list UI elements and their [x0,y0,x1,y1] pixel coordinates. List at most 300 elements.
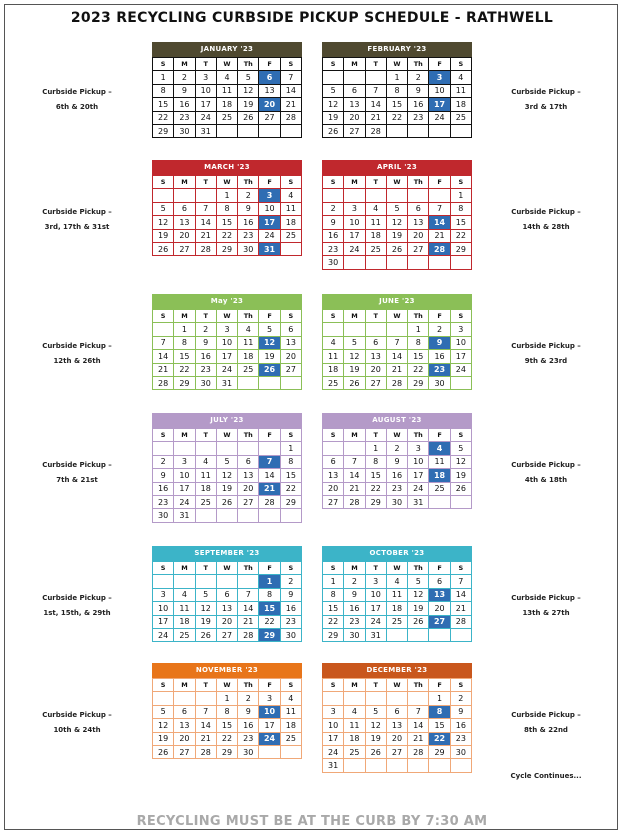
day-cell: 15 [280,469,301,482]
month-header: APRIL '23 [322,160,472,175]
weekday-label: F [429,58,450,71]
day-cell: 15 [216,719,237,732]
pickup-note [481,205,611,235]
day-cell: 25 [174,628,195,641]
day-cell: 28 [450,615,471,628]
empty-day-cell [280,509,301,522]
day-cell: 10 [450,336,471,349]
month-calendar [322,546,472,642]
weekday-label: M [344,176,365,189]
day-cell: 15 [450,216,471,229]
day-cell: 2 [238,189,259,202]
day-cell: 1 [153,71,174,84]
month-calendar [322,42,472,138]
day-cell: 5 [386,202,407,215]
pickup-day-cell: 17 [259,216,280,229]
month-calendar [322,160,472,270]
pickup-label: Curbside Pickup – [511,208,581,216]
empty-day-cell [153,692,174,705]
weekday-label: W [386,310,407,323]
weekday-label: F [429,562,450,575]
day-cell: 3 [259,692,280,705]
weekday-label: S [280,562,301,575]
empty-day-cell [365,759,386,772]
day-cell: 28 [386,376,407,389]
day-cell: 23 [153,495,174,508]
weekday-label: M [344,58,365,71]
empty-day-cell [259,745,280,758]
weekday-label: S [450,176,471,189]
pickup-day-cell: 10 [259,705,280,718]
day-cell: 4 [323,336,344,349]
pickup-label: Curbside Pickup – [511,594,581,602]
day-cell: 25 [280,732,301,745]
day-cell: 14 [365,98,386,111]
day-cell: 11 [450,84,471,97]
weekday-label: T [195,429,216,442]
day-cell: 27 [365,376,386,389]
day-cell: 2 [280,575,301,588]
weekday-label: S [280,429,301,442]
weekday-label: F [259,562,280,575]
day-cell: 22 [153,111,174,124]
day-cell: 23 [174,111,195,124]
day-cell: 14 [408,719,429,732]
empty-day-cell [323,442,344,455]
day-cell: 3 [153,588,174,601]
weekday-label: Th [408,58,429,71]
day-cell: 21 [344,482,365,495]
weekday-label: S [323,176,344,189]
day-cell: 17 [174,482,195,495]
day-cell: 2 [408,71,429,84]
day-cell: 30 [429,376,450,389]
pickup-day-cell: 12 [259,336,280,349]
day-cell: 20 [386,732,407,745]
weekday-label: T [195,562,216,575]
day-cell: 18 [365,229,386,242]
day-cell: 16 [238,719,259,732]
day-cell: 20 [429,602,450,615]
day-cell: 24 [365,615,386,628]
day-cell: 1 [408,323,429,336]
empty-day-cell [429,495,450,508]
day-cell: 16 [408,98,429,111]
day-cell: 23 [344,615,365,628]
pickup-day-cell: 4 [429,442,450,455]
weekday-label: F [259,58,280,71]
empty-day-cell [365,71,386,84]
day-cell: 22 [216,732,237,745]
month-header: AUGUST '23 [322,413,472,428]
day-cell: 6 [174,202,195,215]
day-cell: 22 [174,363,195,376]
day-cell: 21 [365,111,386,124]
day-cell: 22 [216,229,237,242]
day-cell: 5 [259,323,280,336]
day-cell: 10 [259,202,280,215]
day-cell: 8 [450,202,471,215]
day-cell: 17 [408,469,429,482]
weekday-label: S [153,562,174,575]
day-cell: 16 [174,98,195,111]
day-cell: 13 [174,216,195,229]
day-cell: 5 [408,575,429,588]
empty-day-cell [280,242,301,255]
day-cell: 19 [365,732,386,745]
day-cell: 5 [238,71,259,84]
pickup-day-cell: 21 [259,482,280,495]
day-cell: 23 [280,615,301,628]
weekday-label: T [365,562,386,575]
day-cell: 6 [429,575,450,588]
pickup-day-cell: 27 [429,615,450,628]
day-cell: 13 [238,469,259,482]
weekday-label: F [429,176,450,189]
month-days-table [322,561,472,642]
day-cell: 10 [174,469,195,482]
day-cell: 21 [195,229,216,242]
weekday-label: S [280,176,301,189]
day-cell: 30 [153,509,174,522]
empty-day-cell [259,376,280,389]
weekday-label: S [280,58,301,71]
pickup-note [12,591,142,621]
day-cell: 4 [238,323,259,336]
day-cell: 12 [365,719,386,732]
day-cell: 14 [386,350,407,363]
weekday-label: M [344,679,365,692]
day-cell: 13 [386,719,407,732]
day-cell: 25 [280,229,301,242]
day-cell: 29 [216,745,237,758]
pickup-day-cell: 3 [429,71,450,84]
day-cell: 3 [365,575,386,588]
day-cell: 22 [280,482,301,495]
day-cell: 7 [408,705,429,718]
day-cell: 12 [386,216,407,229]
day-cell: 14 [450,588,471,601]
day-cell: 27 [216,628,237,641]
day-cell: 18 [344,732,365,745]
day-cell: 10 [153,602,174,615]
day-cell: 9 [174,84,195,97]
day-cell: 30 [238,242,259,255]
pickup-label: Curbside Pickup – [511,711,581,719]
weekday-label: W [216,310,237,323]
pickup-day-cell: 28 [429,242,450,255]
empty-day-cell [408,692,429,705]
day-cell: 19 [195,615,216,628]
month-header: DECEMBER '23 [322,663,472,678]
day-cell: 24 [216,363,237,376]
day-cell: 10 [195,84,216,97]
day-cell: 12 [344,350,365,363]
day-cell: 18 [323,363,344,376]
day-cell: 22 [386,111,407,124]
pickup-day-cell: 15 [259,602,280,615]
day-cell: 2 [429,323,450,336]
day-cell: 23 [238,732,259,745]
weekday-label: W [386,176,407,189]
day-cell: 5 [344,336,365,349]
pickup-label: Curbside Pickup – [511,461,581,469]
empty-day-cell [323,323,344,336]
pickup-label: Curbside Pickup – [42,594,112,602]
day-cell: 3 [344,202,365,215]
pickup-dates: 6th & 20th [55,103,99,111]
weekday-label: S [153,429,174,442]
pickup-day-cell: 17 [429,98,450,111]
day-cell: 19 [153,229,174,242]
month-header: JUNE '23 [322,294,472,309]
day-cell: 17 [153,615,174,628]
month-calendar [152,160,302,256]
day-cell: 11 [429,455,450,468]
day-cell: 30 [386,495,407,508]
day-cell: 16 [386,469,407,482]
day-cell: 8 [216,202,237,215]
empty-day-cell [429,628,450,641]
empty-day-cell [450,376,471,389]
weekday-label: F [259,310,280,323]
day-cell: 19 [323,111,344,124]
pickup-note [481,591,611,621]
empty-day-cell [216,509,237,522]
weekday-label: T [365,176,386,189]
day-cell: 15 [216,216,237,229]
day-cell: 8 [216,705,237,718]
month-days-table [152,309,302,390]
day-cell: 31 [408,495,429,508]
pickup-note [481,339,611,369]
pickup-day-cell: 29 [259,628,280,641]
weekday-label: W [216,176,237,189]
weekday-label: S [153,310,174,323]
day-cell: 6 [238,455,259,468]
empty-day-cell [153,442,174,455]
day-cell: 20 [238,482,259,495]
day-cell: 30 [344,628,365,641]
day-cell: 1 [365,442,386,455]
empty-day-cell [153,189,174,202]
pickup-label: Curbside Pickup – [42,208,112,216]
pickup-note [12,708,142,738]
day-cell: 24 [259,229,280,242]
empty-day-cell [450,124,471,137]
weekday-label: T [365,429,386,442]
day-cell: 29 [280,495,301,508]
day-cell: 16 [153,482,174,495]
day-cell: 16 [195,350,216,363]
pickup-note [481,458,611,488]
day-cell: 8 [174,336,195,349]
day-cell: 7 [429,202,450,215]
day-cell: 12 [238,84,259,97]
day-cell: 15 [323,602,344,615]
day-cell: 29 [153,124,174,137]
day-cell: 20 [216,615,237,628]
day-cell: 4 [195,455,216,468]
weekday-label: Th [408,176,429,189]
day-cell: 2 [450,692,471,705]
day-cell: 14 [195,216,216,229]
pickup-note [481,708,611,738]
weekday-label: F [429,310,450,323]
day-cell: 16 [429,350,450,363]
day-cell: 20 [323,482,344,495]
day-cell: 25 [323,376,344,389]
day-cell: 2 [238,692,259,705]
empty-day-cell [259,124,280,137]
month-calendar [322,294,472,390]
day-cell: 26 [153,242,174,255]
day-cell: 31 [174,509,195,522]
weekday-label: F [259,176,280,189]
day-cell: 15 [386,98,407,111]
weekday-label: F [429,429,450,442]
day-cell: 14 [259,469,280,482]
day-cell: 7 [238,588,259,601]
day-cell: 15 [153,98,174,111]
empty-day-cell [323,189,344,202]
day-cell: 19 [450,469,471,482]
weekday-label: T [195,679,216,692]
weekday-label: W [386,58,407,71]
pickup-day-cell: 24 [259,732,280,745]
day-cell: 18 [280,216,301,229]
day-cell: 30 [238,745,259,758]
month-days-table [152,175,302,256]
weekday-label: S [153,176,174,189]
day-cell: 11 [344,719,365,732]
month-header: OCTOBER '23 [322,546,472,561]
day-cell: 6 [174,705,195,718]
pickup-label: Curbside Pickup – [42,342,112,350]
weekday-label: S [323,562,344,575]
day-cell: 13 [174,719,195,732]
weekday-label: S [153,58,174,71]
day-cell: 29 [429,745,450,758]
day-cell: 26 [153,745,174,758]
day-cell: 25 [344,745,365,758]
day-cell: 17 [323,732,344,745]
day-cell: 22 [450,229,471,242]
day-cell: 2 [386,442,407,455]
weekday-label: T [365,679,386,692]
day-cell: 25 [195,495,216,508]
empty-day-cell [386,628,407,641]
pickup-note [481,85,611,115]
day-cell: 27 [386,745,407,758]
day-cell: 19 [153,732,174,745]
day-cell: 28 [238,628,259,641]
empty-day-cell [280,376,301,389]
day-cell: 31 [365,628,386,641]
empty-day-cell [386,124,407,137]
month-days-table [322,678,472,773]
day-cell: 5 [153,202,174,215]
month-header: NOVEMBER '23 [152,663,302,678]
day-cell: 17 [259,719,280,732]
day-cell: 22 [408,363,429,376]
weekday-label: S [450,429,471,442]
pickup-day-cell: 14 [429,216,450,229]
day-cell: 17 [216,350,237,363]
empty-day-cell [238,575,259,588]
pickup-note [12,205,142,235]
empty-day-cell [344,692,365,705]
pickup-day-cell: 13 [429,588,450,601]
empty-day-cell [344,71,365,84]
day-cell: 12 [216,469,237,482]
day-cell: 8 [323,588,344,601]
day-cell: 20 [344,111,365,124]
day-cell: 7 [153,336,174,349]
empty-day-cell [408,628,429,641]
pickup-label: Curbside Pickup – [42,711,112,719]
pickup-note [12,85,142,115]
empty-day-cell [238,509,259,522]
day-cell: 6 [408,202,429,215]
day-cell: 3 [174,455,195,468]
weekday-label: M [174,310,195,323]
day-cell: 18 [280,719,301,732]
pickup-note [12,339,142,369]
page-border [4,4,618,830]
day-cell: 8 [153,84,174,97]
pickup-dates: 1st, 15th, & 29th [43,609,111,617]
month-days-table [152,57,302,138]
day-cell: 26 [408,615,429,628]
day-cell: 25 [216,111,237,124]
day-cell: 13 [344,98,365,111]
day-cell: 26 [323,124,344,137]
day-cell: 19 [344,363,365,376]
day-cell: 1 [280,442,301,455]
day-cell: 21 [450,602,471,615]
weekday-label: Th [238,429,259,442]
day-cell: 1 [429,692,450,705]
empty-day-cell [386,256,407,269]
day-cell: 19 [408,602,429,615]
empty-day-cell [429,759,450,772]
weekday-label: F [259,679,280,692]
day-cell: 1 [174,323,195,336]
weekday-label: M [174,679,195,692]
day-cell: 30 [450,745,471,758]
day-cell: 2 [323,202,344,215]
day-cell: 10 [323,719,344,732]
day-cell: 28 [280,111,301,124]
pickup-dates: 12th & 26th [53,357,101,365]
weekday-label: S [450,310,471,323]
empty-day-cell [386,189,407,202]
month-header: JANUARY '23 [152,42,302,57]
day-cell: 11 [195,469,216,482]
day-cell: 11 [174,602,195,615]
curb-time-notice: RECYCLING MUST BE AT THE CURB BY 7:30 AM [136,814,488,829]
day-cell: 26 [238,111,259,124]
day-cell: 24 [323,745,344,758]
day-cell: 26 [344,376,365,389]
day-cell: 7 [450,575,471,588]
day-cell: 1 [216,189,237,202]
day-cell: 5 [323,84,344,97]
day-cell: 23 [238,229,259,242]
day-cell: 19 [216,482,237,495]
month-header: MARCH '23 [152,160,302,175]
